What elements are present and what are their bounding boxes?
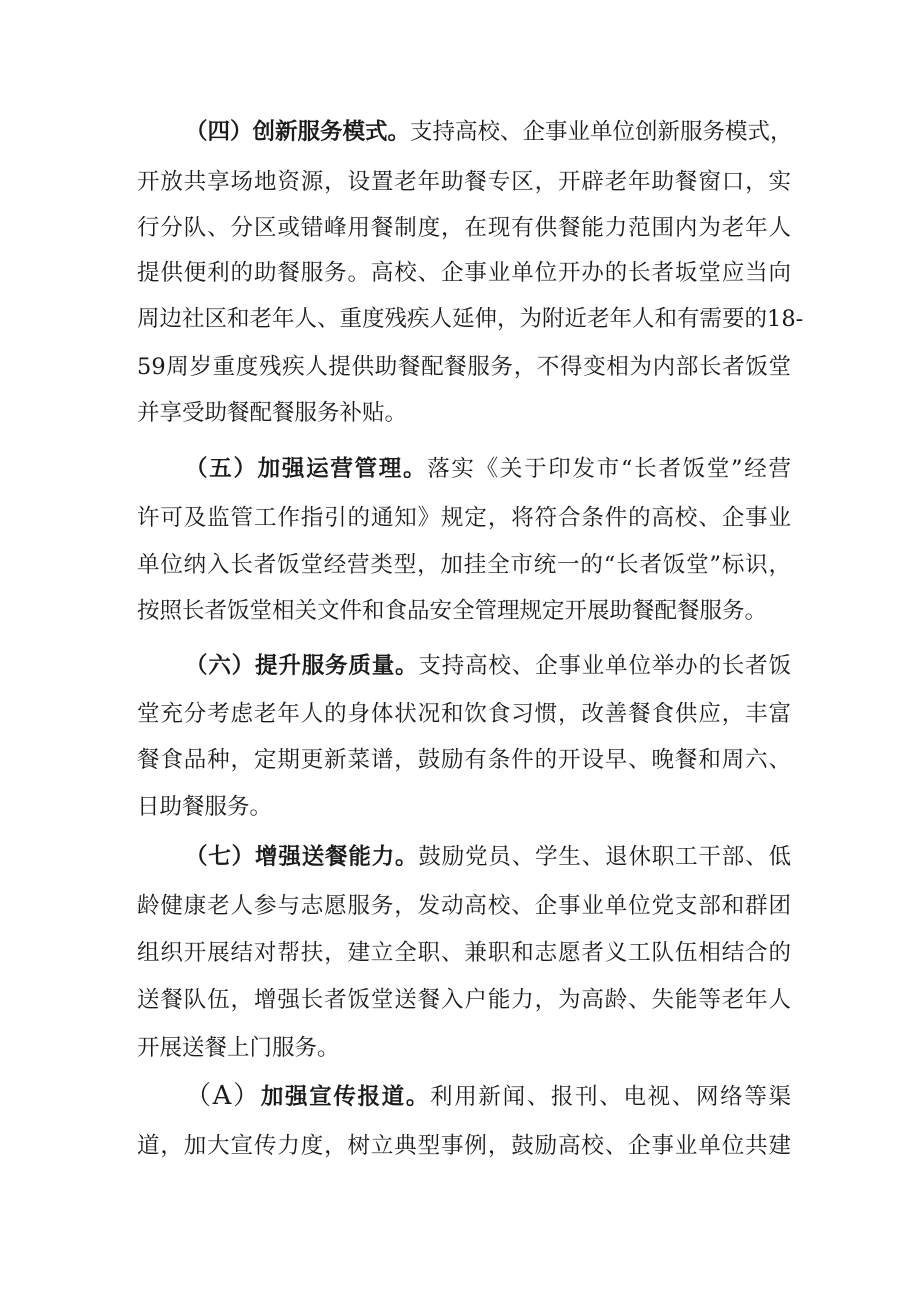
paragraph-3-line-3: 餐食品种，定期更新菜谱，鼓励有条件的开设早、晚餐和周六、 <box>137 747 791 773</box>
paragraph-4-line-4: 送餐队伍，增强长者饭堂送餐入户能力，为高龄、失能等老年人 <box>137 987 791 1013</box>
paragraph-5-heading-prefix: （A） <box>185 1081 261 1111</box>
paragraph-5-line-1: （A）加强宣传报道。利用新闻、报刊、电视、网络等渠 <box>185 1081 791 1111</box>
paragraph-1-line-4: 提供便利的助餐服务。高校、企事业单位开办的长者坂堂应当向 <box>137 260 791 286</box>
paragraph-2-line-3: 单位纳入长者饭堂经营类型，加挂全市统一的“长者饭堂”标识， <box>137 552 791 578</box>
paragraph-4-line-3: 组织开展结对帮扶，建立全职、兼职和志愿者义工队伍相结合的 <box>137 940 791 966</box>
paragraph-4-line-2: 龄健康老人参与志愿服务，发动高校、企事业单位党支部和群团 <box>137 893 791 919</box>
paragraph-3-heading: （六）提升服务质量。 <box>185 653 419 679</box>
paragraph-1-line-2: 开放共享场地资源，设置老年助餐专区，开辟老年助餐窗口，实 <box>137 169 791 195</box>
paragraph-1-line-7: 并享受助餐配餐服务补贴。 <box>137 400 408 426</box>
paragraph-2-line-4: 按照长者饭堂相关文件和食品安全管理规定开展助餐配餐服务。 <box>137 598 768 624</box>
paragraph-2-heading: （五）加强运营管理。 <box>185 456 428 482</box>
paragraph-1-heading: （四）创新服务模式。 <box>185 119 411 145</box>
paragraph-2-line-1: （五）加强运营管理。落实《关于印发市“长者饭堂”经营 <box>185 456 791 482</box>
paragraph-1-line-1: （四）创新服务模式。支持高校、企事业单位创新服务模式， <box>185 119 793 145</box>
paragraph-3-line-1: （六）提升服务质量。支持高校、企事业单位举办的长者饭 <box>185 653 791 679</box>
paragraph-4-line-5: 开展送餐上门服务。 <box>137 1035 340 1061</box>
paragraph-4-heading: （七）增强送餐能力。 <box>185 844 419 870</box>
paragraph-5-line-2: 道，加大宣传力度，树立典型事例，鼓励高校、企事业单位共建 <box>137 1133 791 1159</box>
paragraph-3-line-4: 日助餐服务。 <box>137 794 273 820</box>
paragraph-3-line-2: 堂充分考虑老年人的身体状况和饮食习惯，改善餐食供应，丰富 <box>137 701 791 727</box>
paragraph-1-line-5: 周边社区和老年人、重度残疾人延伸，为附近老年人和有需要的18- <box>137 306 804 332</box>
paragraph-4-line-1: （七）增强送餐能力。鼓励党员、学生、退休职工干部、低 <box>185 844 791 870</box>
paragraph-2-line-2: 许可及监管工作指引的通知》规定，将符合条件的高校、企事业 <box>137 505 791 531</box>
paragraph-5-heading: 加强宣传报道。 <box>260 1084 431 1110</box>
paragraph-1-line-3: 行分队、分区或错峰用餐制度，在现有供餐能力范围内为老年人 <box>137 215 791 241</box>
paragraph-1-line-6: 59周岁重度残疾人提供助餐配餐服务，不得变相为内部长者饭堂 <box>137 354 791 380</box>
